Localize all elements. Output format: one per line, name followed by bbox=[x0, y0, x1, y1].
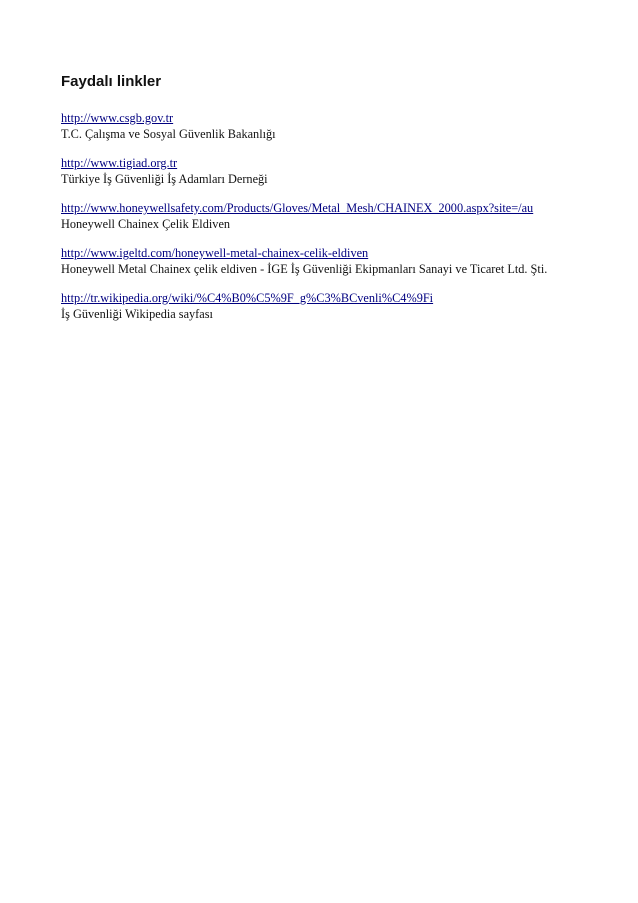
link-description-wikipedia: İş Güvenliği Wikipedia sayfası bbox=[61, 307, 213, 321]
link-entry-tigiad bbox=[61, 155, 621, 187]
page-heading: Faydalı linkler bbox=[61, 73, 162, 90]
link-entry-wikipedia bbox=[61, 290, 621, 322]
link-description-tigiad: Türkiye İş Güvenliği İş Adamları Derneği bbox=[61, 172, 268, 186]
link-description-csgb: T.C. Çalışma ve Sosyal Güvenlik Bakanlığı bbox=[61, 127, 276, 141]
link-url-honeywell[interactable]: http://www.honeywellsafety.com/Products/Gloves/Metal_Mesh/CHAINEX_2000.aspx?site=/au bbox=[61, 201, 534, 215]
link-url-tigiad[interactable]: http://www.tigiad.org.tr bbox=[61, 156, 178, 170]
link-url-wikipedia[interactable]: http://tr.wikipedia.org/wiki/%C4%B0%C5%9F_g%C3%BCvenli%C4%9Fi bbox=[61, 291, 434, 305]
link-description-igeltd: Honeywell Metal Chainex çelik eldiven - İGE İş Güvenliği Ekipmanları Sanayi ve Ticaret Ltd. Şti. bbox=[61, 262, 548, 276]
link-entry-csgb bbox=[61, 110, 621, 142]
link-url-igeltd[interactable]: http://www.igeltd.com/honeywell-metal-chainex-celik-eldiven bbox=[61, 246, 369, 260]
link-entry-igeltd bbox=[61, 245, 621, 277]
link-url-csgb[interactable]: http://www.csgb.gov.tr bbox=[61, 111, 174, 125]
link-description-honeywell: Honeywell Chainex Çelik Eldiven bbox=[61, 217, 231, 231]
link-list bbox=[61, 110, 621, 335]
link-entry-honeywell bbox=[61, 200, 621, 232]
